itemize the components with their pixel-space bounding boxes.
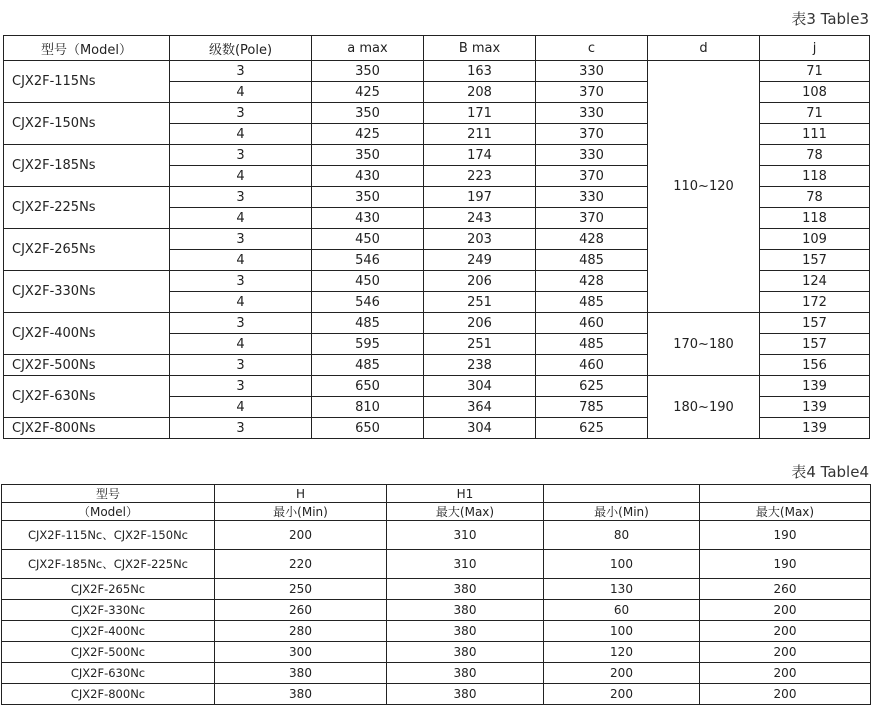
a-max-cell: 425 xyxy=(312,82,424,103)
b-max-cell: 223 xyxy=(424,166,536,187)
model-cell: CJX2F-330Nc xyxy=(2,600,215,621)
table-row xyxy=(2,600,871,621)
model-cell: CJX2F-265Ns xyxy=(4,229,170,271)
j-cell: 172 xyxy=(760,292,870,313)
b-max-cell: 171 xyxy=(424,103,536,124)
value-cell: 260 xyxy=(700,579,871,600)
value-cell: 380 xyxy=(387,663,544,684)
header-c: c xyxy=(536,36,648,61)
b-max-cell: 304 xyxy=(424,376,536,397)
a-max-cell: 546 xyxy=(312,250,424,271)
table-row xyxy=(2,521,871,550)
b-max-cell: 249 xyxy=(424,250,536,271)
c-cell: 485 xyxy=(536,250,648,271)
b-max-cell: 206 xyxy=(424,271,536,292)
pole-cell: 3 xyxy=(170,376,312,397)
value-cell: 100 xyxy=(544,550,700,579)
d-cell: 170~180 xyxy=(648,313,760,376)
header-model: 型号（Model） xyxy=(4,36,170,61)
model-cell: CJX2F-330Ns xyxy=(4,271,170,313)
b-max-cell: 251 xyxy=(424,292,536,313)
pole-cell: 3 xyxy=(170,145,312,166)
b-max-cell: 206 xyxy=(424,313,536,334)
c-cell: 625 xyxy=(536,376,648,397)
pole-cell: 4 xyxy=(170,334,312,355)
c-cell: 485 xyxy=(536,292,648,313)
value-cell: 310 xyxy=(387,550,544,579)
model-cell: CJX2F-500Nc xyxy=(2,642,215,663)
pole-cell: 4 xyxy=(170,208,312,229)
c-cell: 785 xyxy=(536,397,648,418)
pole-cell: 3 xyxy=(170,187,312,208)
a-max-cell: 485 xyxy=(312,313,424,334)
pole-cell: 3 xyxy=(170,61,312,82)
header-j: j xyxy=(760,36,870,61)
c-cell: 330 xyxy=(536,145,648,166)
model-cell: CJX2F-265Nc xyxy=(2,579,215,600)
pole-cell: 3 xyxy=(170,313,312,334)
pole-cell: 4 xyxy=(170,82,312,103)
a-max-cell: 350 xyxy=(312,187,424,208)
table3-caption: 表3 Table3 xyxy=(791,10,869,28)
c-cell: 330 xyxy=(536,187,648,208)
model-cell: CJX2F-400Nc xyxy=(2,621,215,642)
pole-cell: 4 xyxy=(170,166,312,187)
value-cell: 260 xyxy=(215,600,387,621)
c-cell: 370 xyxy=(536,208,648,229)
c-cell: 485 xyxy=(536,334,648,355)
table4-header-row xyxy=(2,485,871,503)
value-cell: 190 xyxy=(700,550,871,579)
value-cell: 250 xyxy=(215,579,387,600)
table-row xyxy=(2,663,871,684)
header-max-1: 最大(Max) xyxy=(387,503,544,521)
a-max-cell: 546 xyxy=(312,292,424,313)
a-max-cell: 450 xyxy=(312,271,424,292)
value-cell: 60 xyxy=(544,600,700,621)
model-cell: CJX2F-115Ns xyxy=(4,61,170,103)
b-max-cell: 238 xyxy=(424,355,536,376)
j-cell: 118 xyxy=(760,166,870,187)
pole-cell: 3 xyxy=(170,271,312,292)
c-cell: 428 xyxy=(536,271,648,292)
value-cell: 220 xyxy=(215,550,387,579)
j-cell: 157 xyxy=(760,334,870,355)
j-cell: 71 xyxy=(760,103,870,124)
value-cell: 200 xyxy=(700,684,871,705)
table4-caption: 表4 Table4 xyxy=(791,463,869,481)
c-cell: 370 xyxy=(536,166,648,187)
table-row xyxy=(4,61,870,82)
b-max-cell: 364 xyxy=(424,397,536,418)
pole-cell: 3 xyxy=(170,103,312,124)
value-cell: 380 xyxy=(387,621,544,642)
j-cell: 124 xyxy=(760,271,870,292)
table-row xyxy=(2,684,871,705)
header-a-max: a max xyxy=(312,36,424,61)
value-cell: 200 xyxy=(215,521,387,550)
c-cell: 370 xyxy=(536,82,648,103)
value-cell: 380 xyxy=(215,663,387,684)
table-row xyxy=(2,550,871,579)
a-max-cell: 650 xyxy=(312,376,424,397)
value-cell: 200 xyxy=(700,600,871,621)
model-cell: CJX2F-630Ns xyxy=(4,376,170,418)
value-cell: 130 xyxy=(544,579,700,600)
model-cell: CJX2F-500Ns xyxy=(4,355,170,376)
j-cell: 139 xyxy=(760,397,870,418)
a-max-cell: 595 xyxy=(312,334,424,355)
j-cell: 109 xyxy=(760,229,870,250)
header-min-2: 最小(Min) xyxy=(544,503,700,521)
b-max-cell: 174 xyxy=(424,145,536,166)
j-cell: 139 xyxy=(760,418,870,439)
value-cell: 100 xyxy=(544,621,700,642)
value-cell: 190 xyxy=(700,521,871,550)
header-pole: 级数(Pole) xyxy=(170,36,312,61)
value-cell: 200 xyxy=(700,642,871,663)
d-cell: 180~190 xyxy=(648,376,760,439)
value-cell: 300 xyxy=(215,642,387,663)
b-max-cell: 197 xyxy=(424,187,536,208)
header-model-cn: 型号 xyxy=(2,485,215,503)
pole-cell: 3 xyxy=(170,355,312,376)
b-max-cell: 203 xyxy=(424,229,536,250)
header-h: H xyxy=(215,485,387,503)
j-cell: 139 xyxy=(760,376,870,397)
a-max-cell: 350 xyxy=(312,103,424,124)
header-blank xyxy=(544,485,700,503)
a-max-cell: 810 xyxy=(312,397,424,418)
table-row xyxy=(2,579,871,600)
header-min-1: 最小(Min) xyxy=(215,503,387,521)
c-cell: 428 xyxy=(536,229,648,250)
b-max-cell: 304 xyxy=(424,418,536,439)
table-row xyxy=(2,642,871,663)
pole-cell: 4 xyxy=(170,250,312,271)
value-cell: 310 xyxy=(387,521,544,550)
value-cell: 80 xyxy=(544,521,700,550)
model-cell: CJX2F-185Ns xyxy=(4,145,170,187)
value-cell: 380 xyxy=(387,600,544,621)
value-cell: 200 xyxy=(544,684,700,705)
value-cell: 120 xyxy=(544,642,700,663)
a-max-cell: 650 xyxy=(312,418,424,439)
b-max-cell: 251 xyxy=(424,334,536,355)
a-max-cell: 430 xyxy=(312,208,424,229)
value-cell: 380 xyxy=(387,684,544,705)
model-cell: CJX2F-225Ns xyxy=(4,187,170,229)
c-cell: 330 xyxy=(536,103,648,124)
model-cell: CJX2F-400Ns xyxy=(4,313,170,355)
model-cell: CJX2F-800Nc xyxy=(2,684,215,705)
table-row xyxy=(4,376,870,397)
a-max-cell: 450 xyxy=(312,229,424,250)
model-cell: CJX2F-115Nc、CJX2F-150Nc xyxy=(2,521,215,550)
c-cell: 330 xyxy=(536,61,648,82)
value-cell: 200 xyxy=(700,663,871,684)
d-cell: 110~120 xyxy=(648,61,760,313)
b-max-cell: 243 xyxy=(424,208,536,229)
value-cell: 200 xyxy=(700,621,871,642)
model-cell: CJX2F-800Ns xyxy=(4,418,170,439)
j-cell: 71 xyxy=(760,61,870,82)
pole-cell: 3 xyxy=(170,418,312,439)
b-max-cell: 208 xyxy=(424,82,536,103)
header-b-max: B max xyxy=(424,36,536,61)
table3 xyxy=(3,35,870,439)
table-row xyxy=(4,313,870,334)
header-model-en: （Model） xyxy=(2,503,215,521)
a-max-cell: 425 xyxy=(312,124,424,145)
c-cell: 625 xyxy=(536,418,648,439)
c-cell: 370 xyxy=(536,124,648,145)
j-cell: 78 xyxy=(760,145,870,166)
value-cell: 380 xyxy=(387,642,544,663)
model-cell: CJX2F-630Nc xyxy=(2,663,215,684)
value-cell: 380 xyxy=(215,684,387,705)
pole-cell: 4 xyxy=(170,397,312,418)
value-cell: 380 xyxy=(387,579,544,600)
j-cell: 111 xyxy=(760,124,870,145)
j-cell: 118 xyxy=(760,208,870,229)
table-row xyxy=(2,621,871,642)
header-d: d xyxy=(648,36,760,61)
model-cell: CJX2F-185Nc、CJX2F-225Nc xyxy=(2,550,215,579)
j-cell: 157 xyxy=(760,250,870,271)
value-cell: 280 xyxy=(215,621,387,642)
pole-cell: 3 xyxy=(170,229,312,250)
a-max-cell: 430 xyxy=(312,166,424,187)
j-cell: 156 xyxy=(760,355,870,376)
header-max-2: 最大(Max) xyxy=(700,503,871,521)
table3-header-row xyxy=(4,36,870,61)
value-cell: 200 xyxy=(544,663,700,684)
header-h1: H1 xyxy=(387,485,544,503)
a-max-cell: 350 xyxy=(312,145,424,166)
b-max-cell: 163 xyxy=(424,61,536,82)
j-cell: 108 xyxy=(760,82,870,103)
table4-subheader-row xyxy=(2,503,871,521)
c-cell: 460 xyxy=(536,355,648,376)
header-blank-2 xyxy=(700,485,871,503)
pole-cell: 4 xyxy=(170,124,312,145)
a-max-cell: 350 xyxy=(312,61,424,82)
model-cell: CJX2F-150Ns xyxy=(4,103,170,145)
pole-cell: 4 xyxy=(170,292,312,313)
a-max-cell: 485 xyxy=(312,355,424,376)
j-cell: 78 xyxy=(760,187,870,208)
j-cell: 157 xyxy=(760,313,870,334)
table4 xyxy=(1,484,871,705)
c-cell: 460 xyxy=(536,313,648,334)
b-max-cell: 211 xyxy=(424,124,536,145)
